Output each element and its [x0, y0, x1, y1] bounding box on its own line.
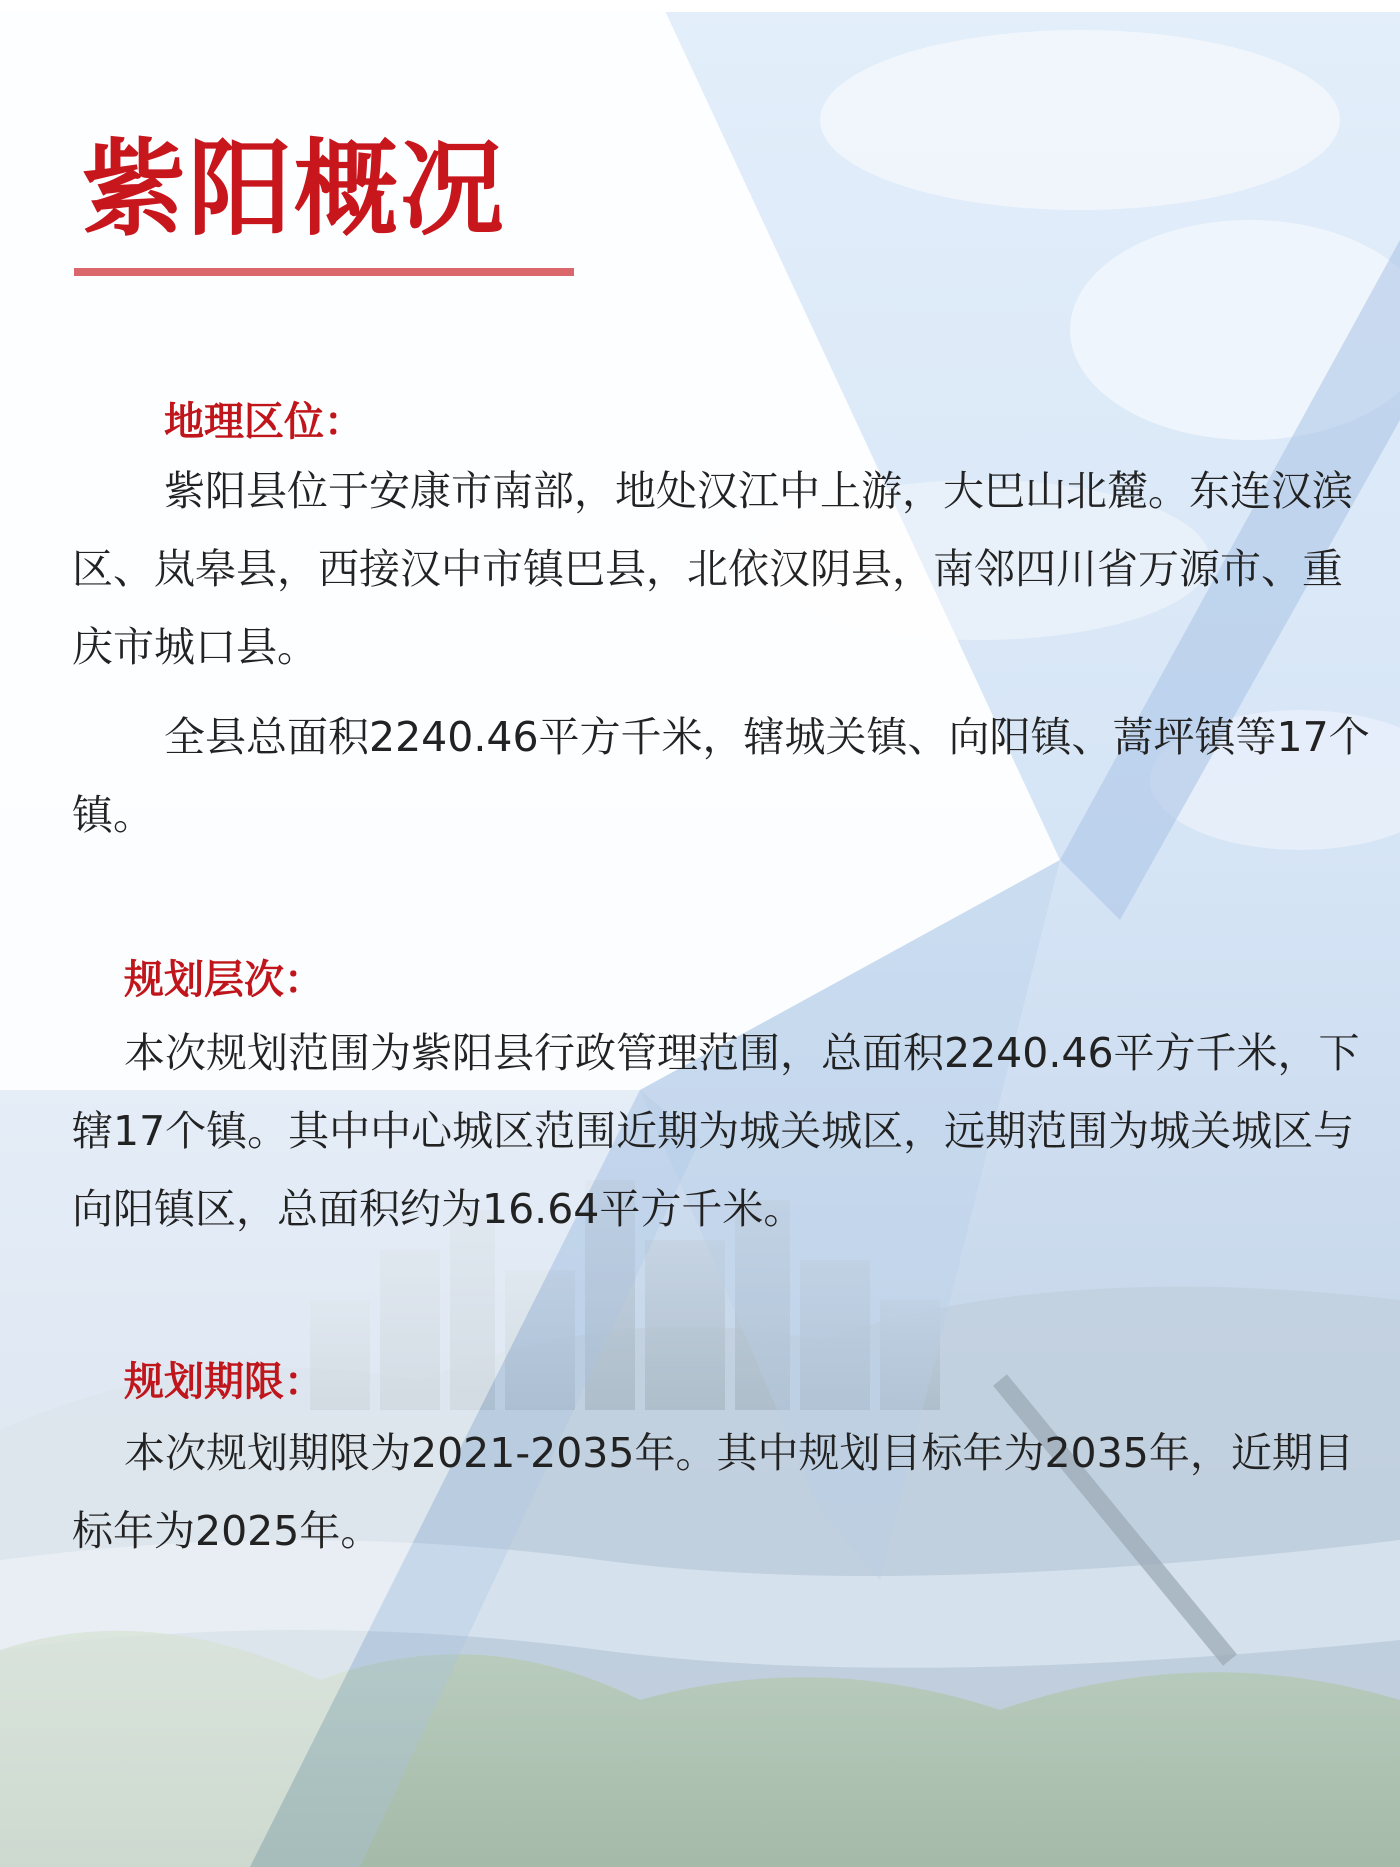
title-underline — [74, 268, 574, 276]
page-title: 紫阳概况 — [82, 128, 507, 250]
section-heading-location: 地理区位： — [164, 399, 364, 445]
section-paragraph-planning-level: 本次规划范围为紫阳县行政管理范围，总面积2240.46平方千米，下辖17个镇。其中中心城区范围近期为城关城区，远期范围为城关城区与向阳镇区，总面积约为16.64平方千米。 — [72, 1029, 1360, 1233]
section-heading-planning-period: 规划期限： — [124, 1359, 324, 1405]
section-paragraph-location-1: 紫阳县位于安康市南部，地处汉江中上游，大巴山北麓。东连汉滨区、岚皋县，西接汉中市镇巴县，北依汉阴县，南邻四川省万源市、重庆市城口县。 — [72, 467, 1353, 671]
section-heading-planning-level: 规划层次： — [124, 957, 324, 1003]
section-paragraph-location-2: 全县总面积2240.46平方千米，辖城关镇、向阳镇、蒿坪镇等17个镇。 — [72, 713, 1370, 839]
section-paragraph-planning-period: 本次规划期限为2021-2035年。其中规划目标年为2035年，近期目标年为2025年。 — [72, 1429, 1354, 1555]
